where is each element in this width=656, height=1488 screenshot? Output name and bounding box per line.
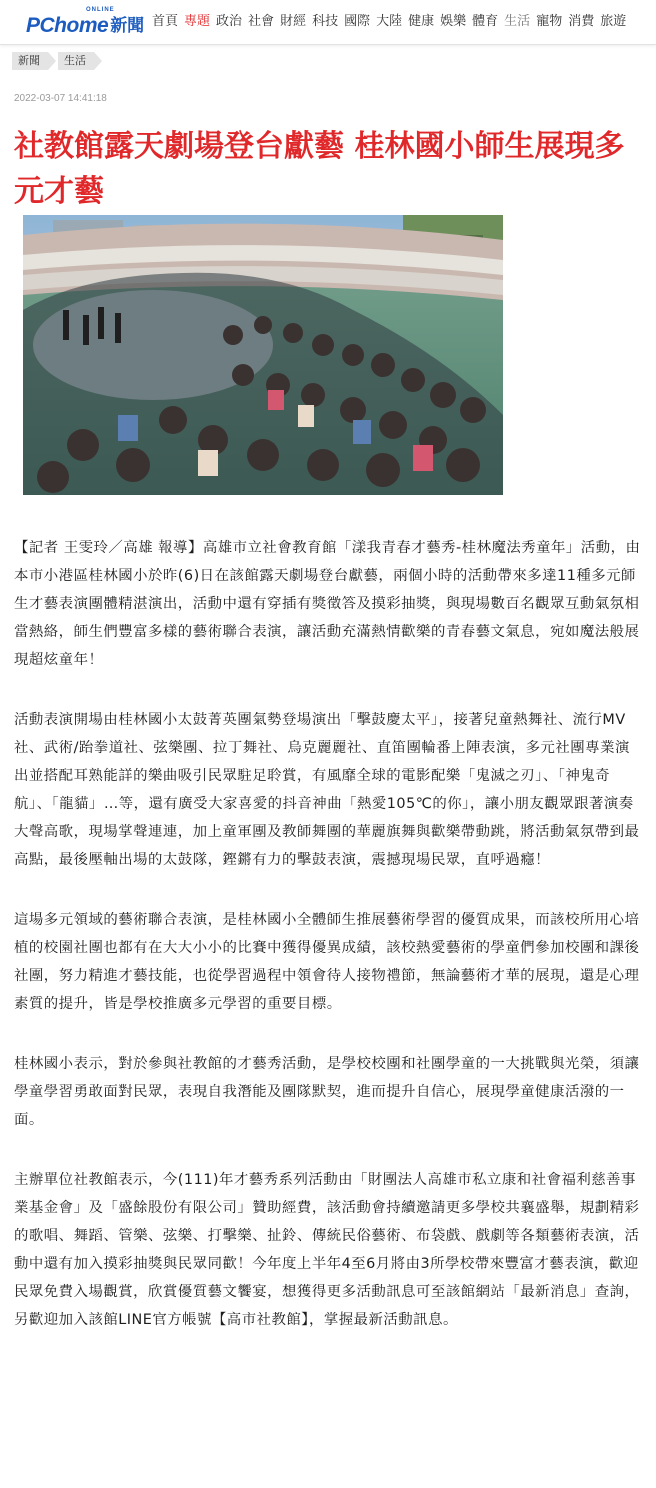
- nav-item-travel[interactable]: 旅遊: [600, 14, 627, 29]
- nav-item-sports[interactable]: 體育: [472, 14, 499, 29]
- breadcrumb: [12, 52, 104, 70]
- nav-item-tech[interactable]: 科技: [312, 14, 339, 29]
- main-nav: [152, 13, 632, 31]
- article-body: [14, 534, 642, 1366]
- article-paragraph: 這場多元領域的藝術聯合表演，是桂林國小全體師生推展藝術學習的優質成果，而該校所用心培植的校園社團也都有在大大小小的比賽中獲得優異成績，該校熱愛藝術的學童們參加校團和課後社團，努力精進才藝技能，也從學習過程中領會待人接物禮節，無論藝術才華的展現，還是心理素質的提升，皆是學校推廣多元學習的重要目標。: [14, 912, 640, 1012]
- nav-item-finance[interactable]: 財經: [280, 14, 307, 29]
- article-paragraph: 【記者 王雯玲／高雄 報導】高雄市立社會教育館「漾我青春才藝秀-桂林魔法秀童年」活動，由本市小港區桂林國小於昨(6)日在該館露天劇場登台獻藝，兩個小時的活動帶來多達11種多元師生才藝表演團體精湛演出，活動中還有穿插有獎徵答及摸彩抽獎，與現場數百名觀眾互動氣氛相當熱絡，師生們豐富多樣的藝術聯合表演，讓活動充滿熱情歡樂的青春藝文氣息，宛如魔法般展現超炫童年！: [14, 540, 641, 668]
- logo-online-text: ONLINE: [86, 7, 115, 13]
- top-bar: [0, 0, 656, 45]
- nav-item-health[interactable]: 健康: [408, 14, 435, 29]
- article-paragraph: 主辦單位社教館表示，今(111)年才藝秀系列活動由「財團法人高雄市私立康和社會福利慈善事業基金會」及「盛餘股份有限公司」贊助經費，該活動會持續邀請更多學校共襄盛舉，規劃精彩的歌唱、舞蹈、管樂、弦樂、打擊樂、扯鈴、傳統民俗藝術、布袋戲、戲劇等各類藝術表演，活動中還有加入摸彩抽獎與民眾同歡！今年度上半年4至6月將由3所學校帶來豐富才藝表演，歡迎民眾免費入場觀賞，欣賞優質藝文饗宴，想獲得更多活動訊息可至該館網站「最新消息」查詢，另歡迎加入該館LINE官方帳號【高市社教館】，掌握最新活動訊息。: [14, 1172, 640, 1328]
- article-photo: [23, 215, 503, 495]
- logo-brand-text: PChome: [26, 14, 109, 37]
- nav-item-china[interactable]: 大陸: [376, 14, 403, 29]
- breadcrumb-life[interactable]: 生活: [58, 52, 94, 70]
- article-title: 社教館露天劇場登台獻藝 桂林國小師生展現多元才藝: [14, 129, 625, 209]
- nav-item-society[interactable]: 社會: [248, 14, 275, 29]
- site-logo[interactable]: [26, 7, 144, 37]
- logo-news-text: 新聞: [110, 16, 145, 36]
- nav-item-home[interactable]: 首頁: [152, 14, 179, 29]
- nav-item-special[interactable]: 專題: [184, 14, 211, 29]
- nav-item-consumer[interactable]: 消費: [568, 14, 595, 29]
- nav-item-life[interactable]: 生活: [504, 14, 531, 29]
- nav-item-politics[interactable]: 政治: [216, 14, 243, 29]
- nav-item-entertainment[interactable]: 娛樂: [440, 14, 467, 29]
- article-paragraph: 活動表演開場由桂林國小太鼓菁英團氣勢登場演出「擊鼓慶太平」，接著兒童熱舞社、流行MV社、武術/跆拳道社、弦樂團、拉丁舞社、烏克麗麗社、直笛團輪番上陣表演，多元社團專業演出並搭配耳熟能詳的樂曲吸引民眾駐足聆賞，有風靡全球的電影配樂「鬼滅之刃」、「神鬼奇航」、「龍貓」…等，還有廣受大家喜愛的抖音神曲「熱愛105℃的你」，讓小朋友觀眾跟著演奏大聲高歌，現場掌聲連連，加上童軍團及教師舞團的華麗旗舞與歡樂帶動跳，將活動氣氛帶到最高點，最後壓軸出場的太鼓隊，鏗鏘有力的擊鼓表演，震撼現場民眾，直呼過癮！: [14, 712, 640, 868]
- nav-item-international[interactable]: 國際: [344, 14, 371, 29]
- article-paragraph: 桂林國小表示，對於參與社教館的才藝秀活動，是學校校團和社團學童的一大挑戰與光榮，須讓學童學習勇敢面對民眾，表現自我潛能及團隊默契，進而提升自信心，展現學童健康活潑的一面。: [14, 1056, 640, 1128]
- nav-item-pets[interactable]: 寵物: [536, 14, 563, 29]
- breadcrumb-news[interactable]: 新聞: [12, 52, 48, 70]
- publish-date: 2022-03-07 14:41:18: [14, 93, 107, 104]
